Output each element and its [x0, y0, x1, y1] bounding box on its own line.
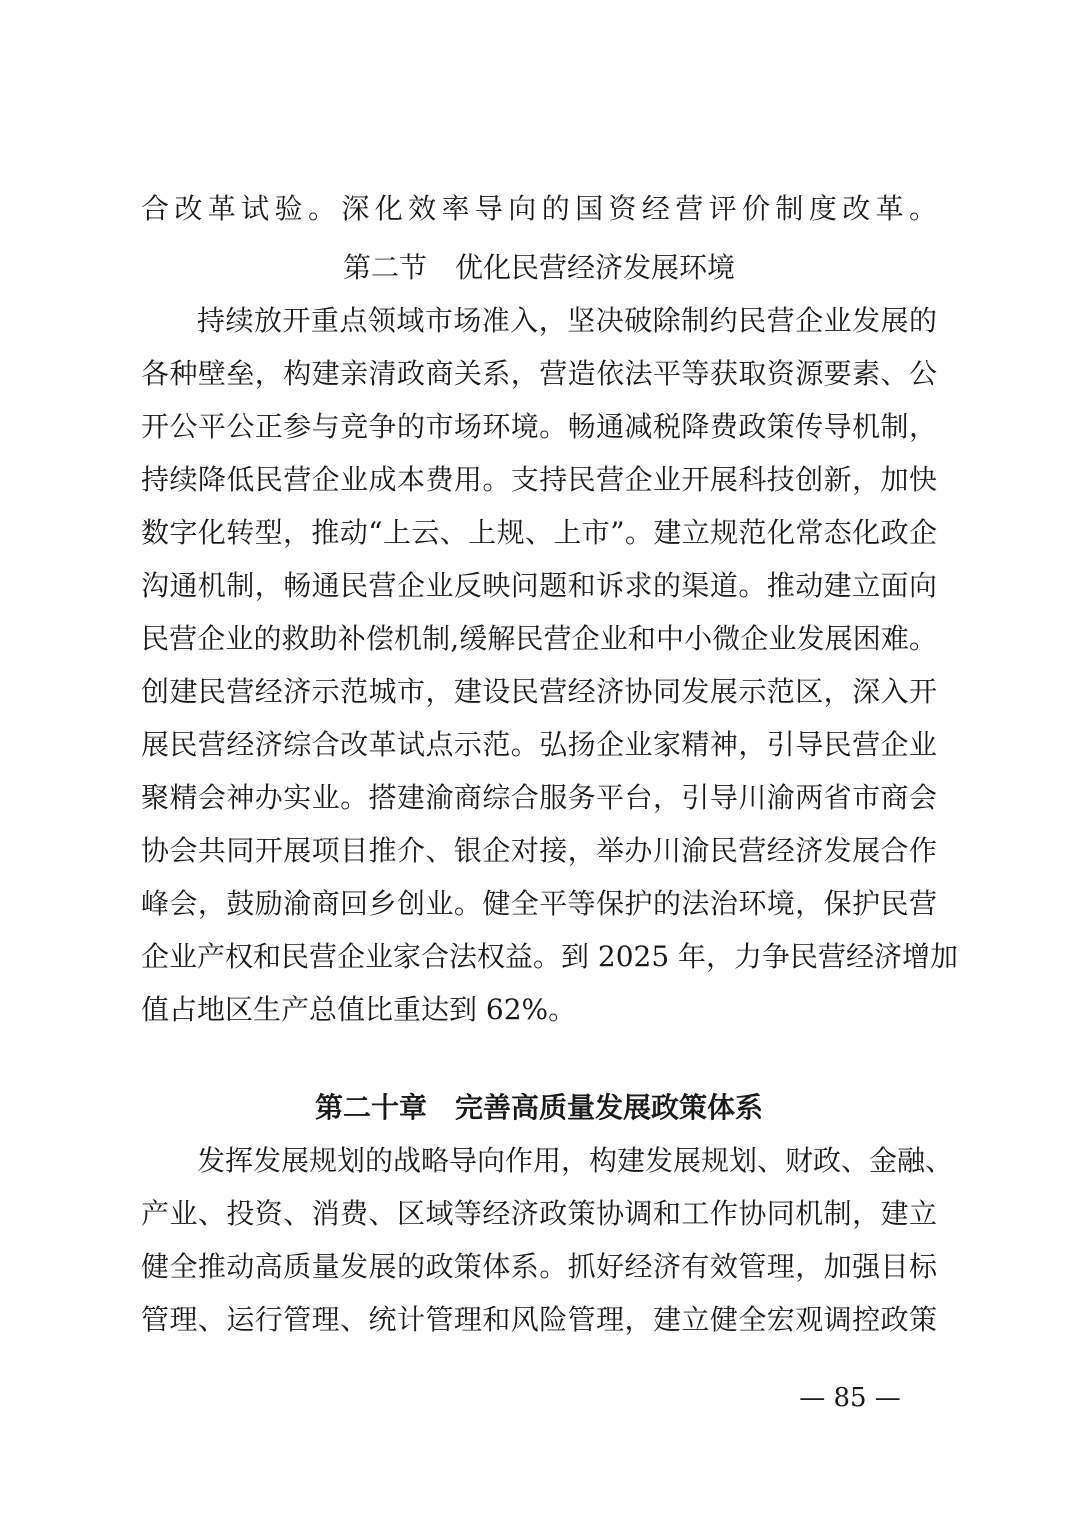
text-line: 企业产权和民营企业家合法权益。到 2025 年，力争民营经济增加 [141, 940, 959, 973]
text-line: 合改革试验。深化效率导向的国资经营评价制度改革。 [141, 192, 937, 225]
text-line: 峰会，鼓励渝商回乡创业。健全平等保护的法治环境，保护民营 [141, 887, 937, 920]
text-line: 展民营经济综合改革试点示范。弘扬企业家精神，引导民营企业 [141, 728, 937, 761]
text-line: 民营企业的救助补偿机制,缓解民营企业和中小微企业发展困难。 [141, 622, 937, 655]
text-line: 产业、投资、消费、区域等经济政策协调和工作协同机制，建立 [141, 1197, 937, 1230]
text-line: 协会共同开展项目推介、银企对接，举办川渝民营经济发展合作 [141, 834, 937, 867]
text-line: 持续降低民营企业成本费用。支持民营企业开展科技创新，加快 [141, 463, 937, 496]
chapter-heading: 第二十章 完善高质量发展政策体系 [314, 1091, 763, 1124]
text-line: 开公平公正参与竞争的市场环境。畅通减税降费政策传导机制， [141, 410, 937, 443]
text-line: 发挥发展规划的战略导向作用，构建发展规划、财政、金融、 [197, 1144, 954, 1177]
text-line: 持续放开重点领域市场准入，坚决破除制约民营企业发展的 [197, 304, 937, 337]
page-number: — 85 — [799, 1383, 901, 1413]
text-line: 各种壁垒，构建亲清政商关系，营造依法平等获取资源要素、公 [141, 357, 937, 390]
section-heading: 第二节 优化民营经济发展环境 [342, 251, 735, 284]
text-line: 聚精会神办实业。搭建渝商综合服务平台，引导川渝两省市商会 [141, 781, 937, 814]
text-line: 创建民营经济示范城市，建设民营经济协同发展示范区，深入开 [141, 675, 937, 708]
text-line: 数字化转型，推动“上云、上规、上市”。建立规范化常态化政企 [141, 516, 937, 549]
text-line: 值占地区生产总值比重达到 62%。 [141, 993, 577, 1026]
text-line: 沟通机制，畅通民营企业反映问题和诉求的渠道。推动建立面向 [141, 569, 937, 602]
text-line: 健全推动高质量发展的政策体系。抓好经济有效管理，加强目标 [141, 1250, 937, 1283]
text-line: 管理、运行管理、统计管理和风险管理，建立健全宏观调控政策 [141, 1303, 937, 1336]
